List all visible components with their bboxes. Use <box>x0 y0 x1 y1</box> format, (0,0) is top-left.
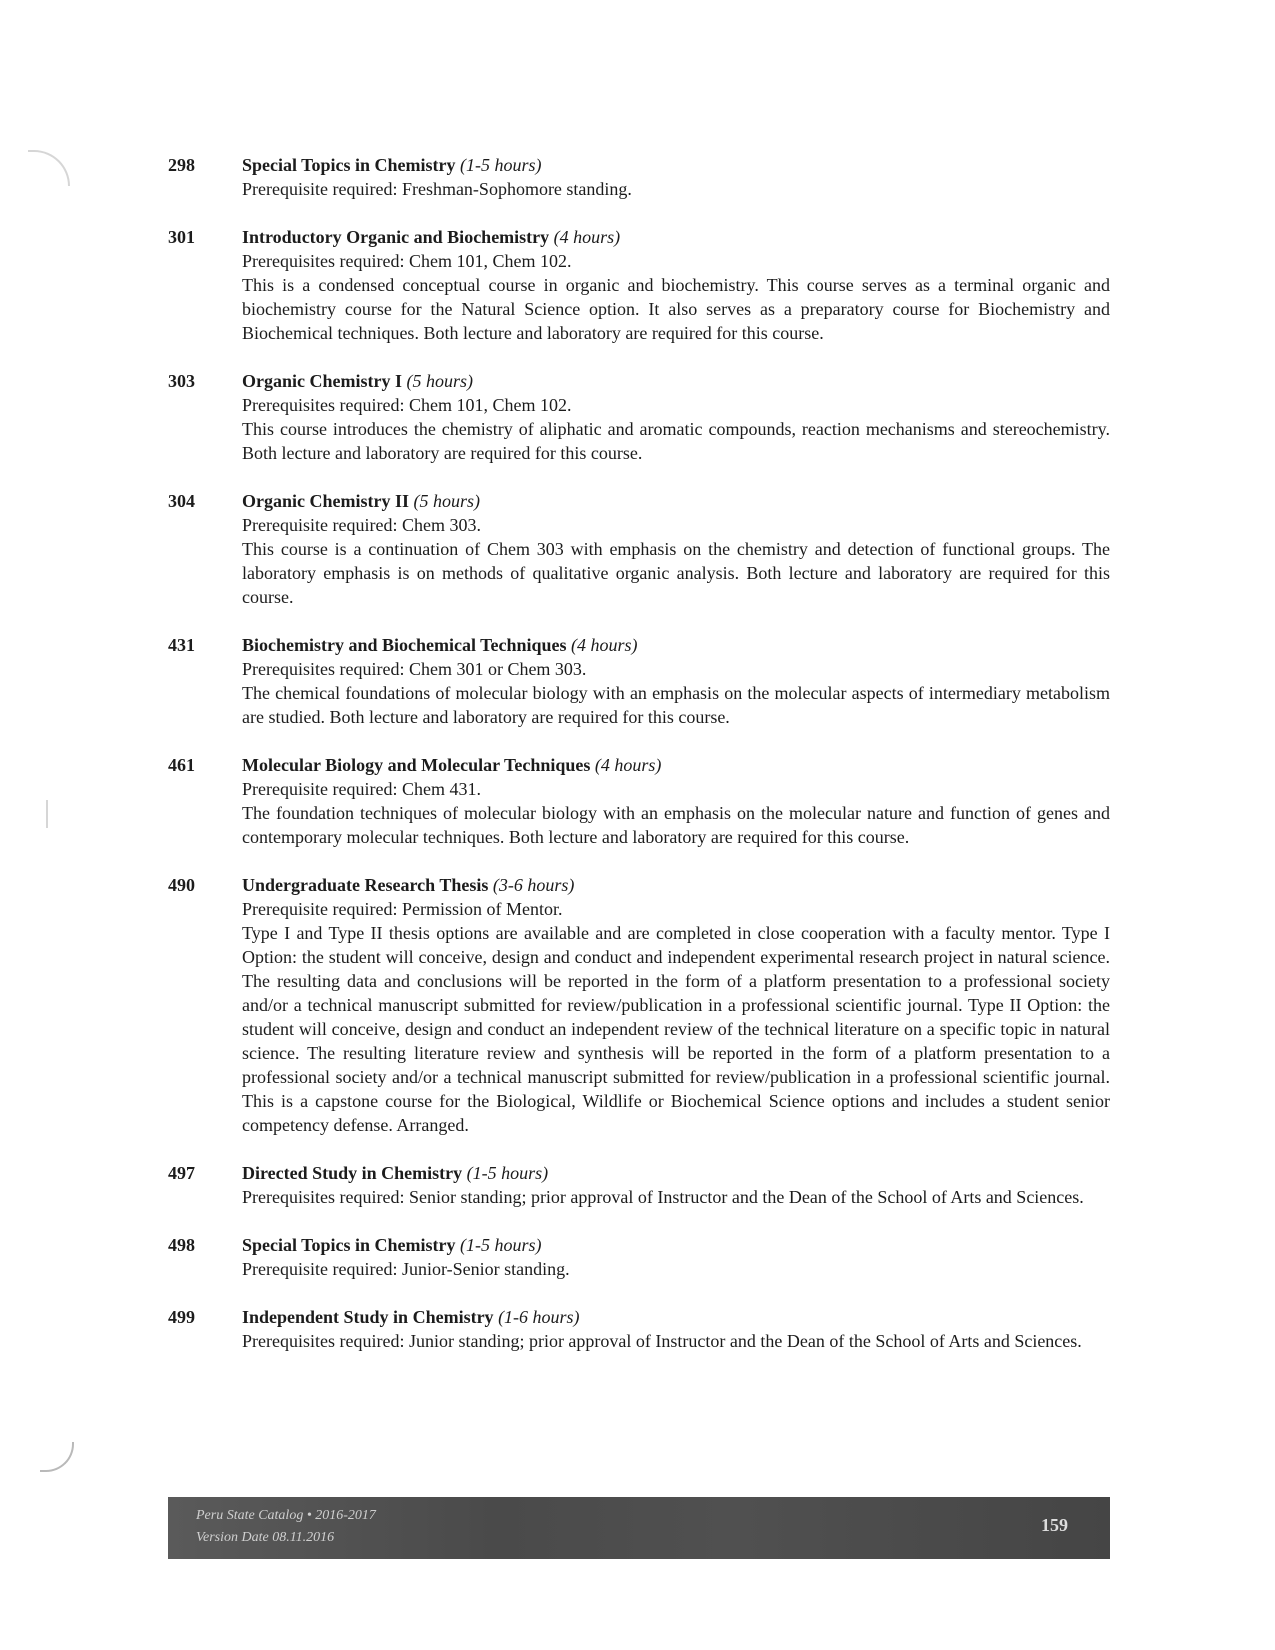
course-entry-461 <box>0 753 1275 849</box>
course-body <box>242 369 1110 465</box>
course-number: 304 <box>168 491 195 511</box>
course-number: 301 <box>168 227 195 247</box>
course-description: The foundation techniques of molecular biology with an emphasis on the molecular nature and function of genes and contemporary molecular techniques. Both lecture and laboratory are required for this course. <box>242 803 1110 847</box>
course-hours: (1-5 hours) <box>460 155 542 175</box>
course-entry-301 <box>0 225 1275 345</box>
footer-bar <box>168 1497 1110 1559</box>
course-hours: (5 hours) <box>406 371 473 391</box>
course-hours: (1-5 hours) <box>466 1163 549 1183</box>
course-body <box>242 1305 1110 1353</box>
course-hours: (4 hours) <box>594 755 662 775</box>
course-entry-303 <box>0 369 1275 465</box>
course-number: 298 <box>168 155 195 175</box>
course-body <box>242 153 1110 201</box>
course-prerequisite: Prerequisite required: Freshman-Sophomore standing. <box>242 179 632 199</box>
course-hours: (3-6 hours) <box>492 875 575 895</box>
course-prerequisite: Prerequisite required: Chem 303. <box>242 515 481 535</box>
course-hours: (4 hours) <box>571 635 638 655</box>
course-hours: (5 hours) <box>413 491 480 511</box>
course-heading <box>242 489 1110 513</box>
course-title: Introductory Organic and Biochemistry <box>242 227 550 247</box>
course-heading <box>242 1233 1110 1257</box>
course-body <box>242 489 1110 609</box>
course-title: Undergraduate Research Thesis <box>242 875 489 895</box>
course-title: Biochemistry and Biochemical Techniques <box>242 635 567 655</box>
footer-version-date: Version Date 08.11.2016 <box>196 1530 335 1545</box>
course-title: Special Topics in Chemistry <box>242 1235 456 1255</box>
scan-artifact-bottom <box>40 1442 74 1472</box>
course-heading <box>242 753 1110 777</box>
course-body <box>242 633 1110 729</box>
course-list <box>0 153 1275 1377</box>
course-prerequisite: Prerequisites required: Chem 101, Chem 102. <box>242 251 572 271</box>
course-entry-490 <box>0 873 1275 1137</box>
course-prerequisite: Prerequisite required: Junior-Senior standing. <box>242 1259 570 1279</box>
course-title: Molecular Biology and Molecular Techniques <box>242 755 591 775</box>
course-body <box>242 225 1110 345</box>
course-title: Special Topics in Chemistry <box>242 155 456 175</box>
course-number: 303 <box>168 371 195 391</box>
page-number: 159 <box>1041 1515 1068 1535</box>
course-description: This course introduces the chemistry of aliphatic and aromatic compounds, reaction mechanisms and stereochemistry. Both lecture and laboratory are required for this course. <box>242 419 1110 463</box>
course-description: This course is a continuation of Chem 303 with emphasis on the chemistry and detection of functional groups. The laboratory emphasis is on methods of qualitative organic analysis. Both lecture and laboratory are required for this course. <box>242 539 1110 607</box>
footer-catalog-title: Peru State Catalog • 2016-2017 <box>196 1508 376 1523</box>
course-body <box>242 753 1110 849</box>
course-entry-498 <box>0 1233 1275 1281</box>
course-number: 490 <box>168 875 195 895</box>
course-prerequisite: Prerequisites required: Junior standing; prior approval of Instructor and the Dean of the School of Arts and Sciences. <box>242 1331 1082 1351</box>
course-body <box>242 1233 1110 1281</box>
course-title: Directed Study in Chemistry <box>242 1163 463 1183</box>
course-number: 498 <box>168 1235 195 1255</box>
course-description: Type I and Type II thesis options are available and are completed in close cooperation with a faculty mentor. Type I Option: the student will conceive, design and conduct and independent experimental research project in natural science. The resulting data and conclusions will be reported in the form of a platform presentation to a professional society and/or a technical manuscript submitted for review/publication in a professional scientific journal. Type II Option: the student will conceive, design and conduct an independent review of the technical literature on a specific topic in natural science. The resulting literature review and synthesis will be reported in the form of a platform presentation to a professional society and/or a technical manuscript submitted for review/publication in a professional scientific journal. This is a capstone course for the Biological, Wildlife or Biochemical Science options and includes a student senior competency defense. Arranged. <box>242 923 1110 1135</box>
course-prerequisite: Prerequisite required: Chem 431. <box>242 779 481 799</box>
course-number: 499 <box>168 1307 195 1327</box>
course-prerequisite: Prerequisites required: Chem 101, Chem 102. <box>242 395 572 415</box>
course-number: 461 <box>168 755 195 775</box>
course-title: Independent Study in Chemistry <box>242 1307 494 1327</box>
course-heading <box>242 153 1110 177</box>
course-heading <box>242 1305 1110 1329</box>
course-prerequisite: Prerequisites required: Chem 301 or Chem 303. <box>242 659 587 679</box>
course-prerequisite: Prerequisite required: Permission of Mentor. <box>242 899 563 919</box>
course-heading <box>242 369 1110 393</box>
course-body <box>242 1161 1110 1209</box>
course-body <box>242 873 1110 1137</box>
course-hours: (1-5 hours) <box>460 1235 542 1255</box>
course-prerequisite: Prerequisites required: Senior standing; prior approval of Instructor and the Dean of the School of Arts and Sciences. <box>242 1187 1084 1207</box>
course-title: Organic Chemistry I <box>242 371 402 391</box>
course-description: This is a condensed conceptual course in organic and biochemistry. This course serves as a terminal organic and biochemistry course for the Natural Science option. It also serves as a preparatory course for Biochemistry and Biochemical techniques. Both lecture and laboratory are required for this course. <box>242 275 1110 343</box>
course-number: 431 <box>168 635 195 655</box>
course-hours: (1-6 hours) <box>498 1307 580 1327</box>
course-entry-304 <box>0 489 1275 609</box>
course-hours: (4 hours) <box>553 227 621 247</box>
course-title: Organic Chemistry II <box>242 491 409 511</box>
course-heading <box>242 225 1110 249</box>
course-entry-497 <box>0 1161 1275 1209</box>
course-heading <box>242 873 1110 897</box>
course-number: 497 <box>168 1163 195 1183</box>
course-heading <box>242 633 1110 657</box>
course-entry-499 <box>0 1305 1275 1353</box>
course-heading <box>242 1161 1110 1185</box>
course-description: The chemical foundations of molecular biology with an emphasis on the molecular aspects of intermediary metabolism are studied. Both lecture and laboratory are required for this course. <box>242 683 1110 727</box>
course-entry-298 <box>0 153 1275 201</box>
course-entry-431 <box>0 633 1275 729</box>
